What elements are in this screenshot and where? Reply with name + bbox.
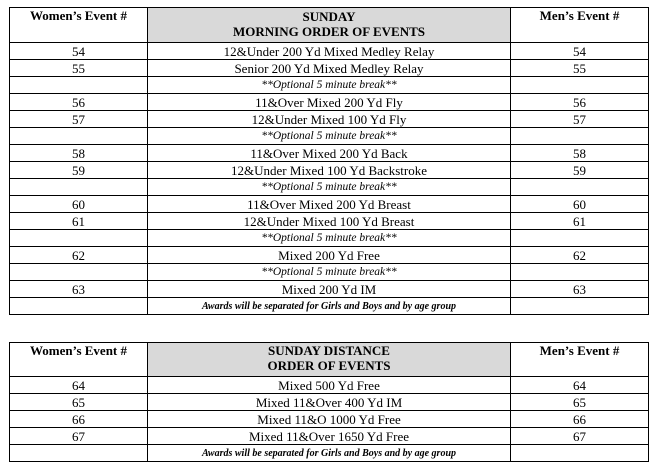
break-label: **Optional 5 minute break** bbox=[148, 179, 511, 196]
event-row bbox=[10, 428, 649, 445]
event-name: Mixed 500 Yd Free bbox=[148, 377, 511, 394]
empty-cell bbox=[511, 77, 649, 94]
mens-event-number: 59 bbox=[511, 162, 649, 179]
mens-event-number: 60 bbox=[511, 196, 649, 213]
mens-event-number: 61 bbox=[511, 213, 649, 230]
event-row bbox=[10, 377, 649, 394]
womens-event-number: 62 bbox=[10, 247, 148, 264]
break-row bbox=[10, 128, 649, 145]
empty-cell bbox=[10, 77, 148, 94]
break-label: **Optional 5 minute break** bbox=[148, 264, 511, 281]
break-label: **Optional 5 minute break** bbox=[148, 230, 511, 247]
womens-event-header: Women’s Event # bbox=[10, 8, 148, 43]
event-row bbox=[10, 94, 649, 111]
break-label: **Optional 5 minute break** bbox=[148, 77, 511, 94]
womens-event-number: 65 bbox=[10, 394, 148, 411]
event-name: 11&Over Mixed 200 Yd Fly bbox=[148, 94, 511, 111]
awards-note: Awards will be separated for Girls and Boys and by age group bbox=[148, 445, 511, 462]
session-title-line1: SUNDAY DISTANCE bbox=[268, 343, 390, 358]
event-name: 12&Under Mixed 100 Yd Fly bbox=[148, 111, 511, 128]
awards-note-row bbox=[10, 298, 649, 315]
womens-event-number: 55 bbox=[10, 60, 148, 77]
event-name: 12&Under Mixed 100 Yd Breast bbox=[148, 213, 511, 230]
sunday-distance-events-table bbox=[9, 342, 649, 462]
event-name: Senior 200 Yd Mixed Medley Relay bbox=[148, 60, 511, 77]
empty-cell bbox=[511, 230, 649, 247]
event-name: 12&Under 200 Yd Mixed Medley Relay bbox=[148, 43, 511, 60]
womens-event-number: 64 bbox=[10, 377, 148, 394]
mens-event-header: Men’s Event # bbox=[511, 8, 649, 43]
mens-event-number: 62 bbox=[511, 247, 649, 264]
events-body bbox=[10, 377, 649, 445]
womens-event-number: 54 bbox=[10, 43, 148, 60]
empty-cell bbox=[511, 128, 649, 145]
session-title bbox=[148, 8, 511, 43]
empty-cell bbox=[511, 264, 649, 281]
mens-event-number: 56 bbox=[511, 94, 649, 111]
mens-event-number: 63 bbox=[511, 281, 649, 298]
mens-event-number: 58 bbox=[511, 145, 649, 162]
empty-cell bbox=[10, 179, 148, 196]
womens-event-number: 56 bbox=[10, 94, 148, 111]
session-title-line2: ORDER OF EVENTS bbox=[267, 358, 391, 373]
mens-event-number: 65 bbox=[511, 394, 649, 411]
womens-event-number: 60 bbox=[10, 196, 148, 213]
events-body bbox=[10, 43, 649, 298]
mens-event-number: 64 bbox=[511, 377, 649, 394]
womens-event-number: 66 bbox=[10, 411, 148, 428]
event-row bbox=[10, 247, 649, 264]
break-row bbox=[10, 264, 649, 281]
event-row bbox=[10, 162, 649, 179]
womens-event-number: 58 bbox=[10, 145, 148, 162]
event-row bbox=[10, 43, 649, 60]
mens-event-number: 54 bbox=[511, 43, 649, 60]
session-title bbox=[148, 343, 511, 377]
event-name: Mixed 11&O 1000 Yd Free bbox=[148, 411, 511, 428]
event-row bbox=[10, 213, 649, 230]
awards-note-row bbox=[10, 445, 649, 462]
womens-event-number: 59 bbox=[10, 162, 148, 179]
mens-event-number: 57 bbox=[511, 111, 649, 128]
event-name: Mixed 200 Yd Free bbox=[148, 247, 511, 264]
awards-note: Awards will be separated for Girls and Boys and by age group bbox=[148, 298, 511, 315]
event-row bbox=[10, 196, 649, 213]
mens-event-number: 55 bbox=[511, 60, 649, 77]
mens-event-header: Men’s Event # bbox=[511, 343, 649, 377]
table-header-row bbox=[10, 343, 649, 377]
event-row bbox=[10, 281, 649, 298]
break-row bbox=[10, 179, 649, 196]
event-row bbox=[10, 111, 649, 128]
break-label: **Optional 5 minute break** bbox=[148, 128, 511, 145]
womens-event-number: 63 bbox=[10, 281, 148, 298]
break-row bbox=[10, 230, 649, 247]
event-name: 11&Over Mixed 200 Yd Breast bbox=[148, 196, 511, 213]
womens-event-header: Women’s Event # bbox=[10, 343, 148, 377]
session-title-line1: SUNDAY bbox=[302, 9, 356, 24]
womens-event-number: 61 bbox=[10, 213, 148, 230]
event-row bbox=[10, 394, 649, 411]
event-row bbox=[10, 60, 649, 77]
sunday-morning-events-table bbox=[9, 7, 649, 315]
mens-event-number: 67 bbox=[511, 428, 649, 445]
womens-event-number: 67 bbox=[10, 428, 148, 445]
event-row bbox=[10, 411, 649, 428]
empty-cell bbox=[10, 128, 148, 145]
table-header-row bbox=[10, 8, 649, 43]
break-row bbox=[10, 77, 649, 94]
event-name: Mixed 200 Yd IM bbox=[148, 281, 511, 298]
event-name: Mixed 11&Over 400 Yd IM bbox=[148, 394, 511, 411]
empty-cell bbox=[511, 179, 649, 196]
event-name: 11&Over Mixed 200 Yd Back bbox=[148, 145, 511, 162]
event-name: Mixed 11&Over 1650 Yd Free bbox=[148, 428, 511, 445]
womens-event-number: 57 bbox=[10, 111, 148, 128]
event-name: 12&Under Mixed 100 Yd Backstroke bbox=[148, 162, 511, 179]
session-title-line2: MORNING ORDER OF EVENTS bbox=[232, 24, 425, 39]
empty-cell bbox=[10, 230, 148, 247]
event-row bbox=[10, 145, 649, 162]
empty-cell bbox=[10, 264, 148, 281]
mens-event-number: 66 bbox=[511, 411, 649, 428]
